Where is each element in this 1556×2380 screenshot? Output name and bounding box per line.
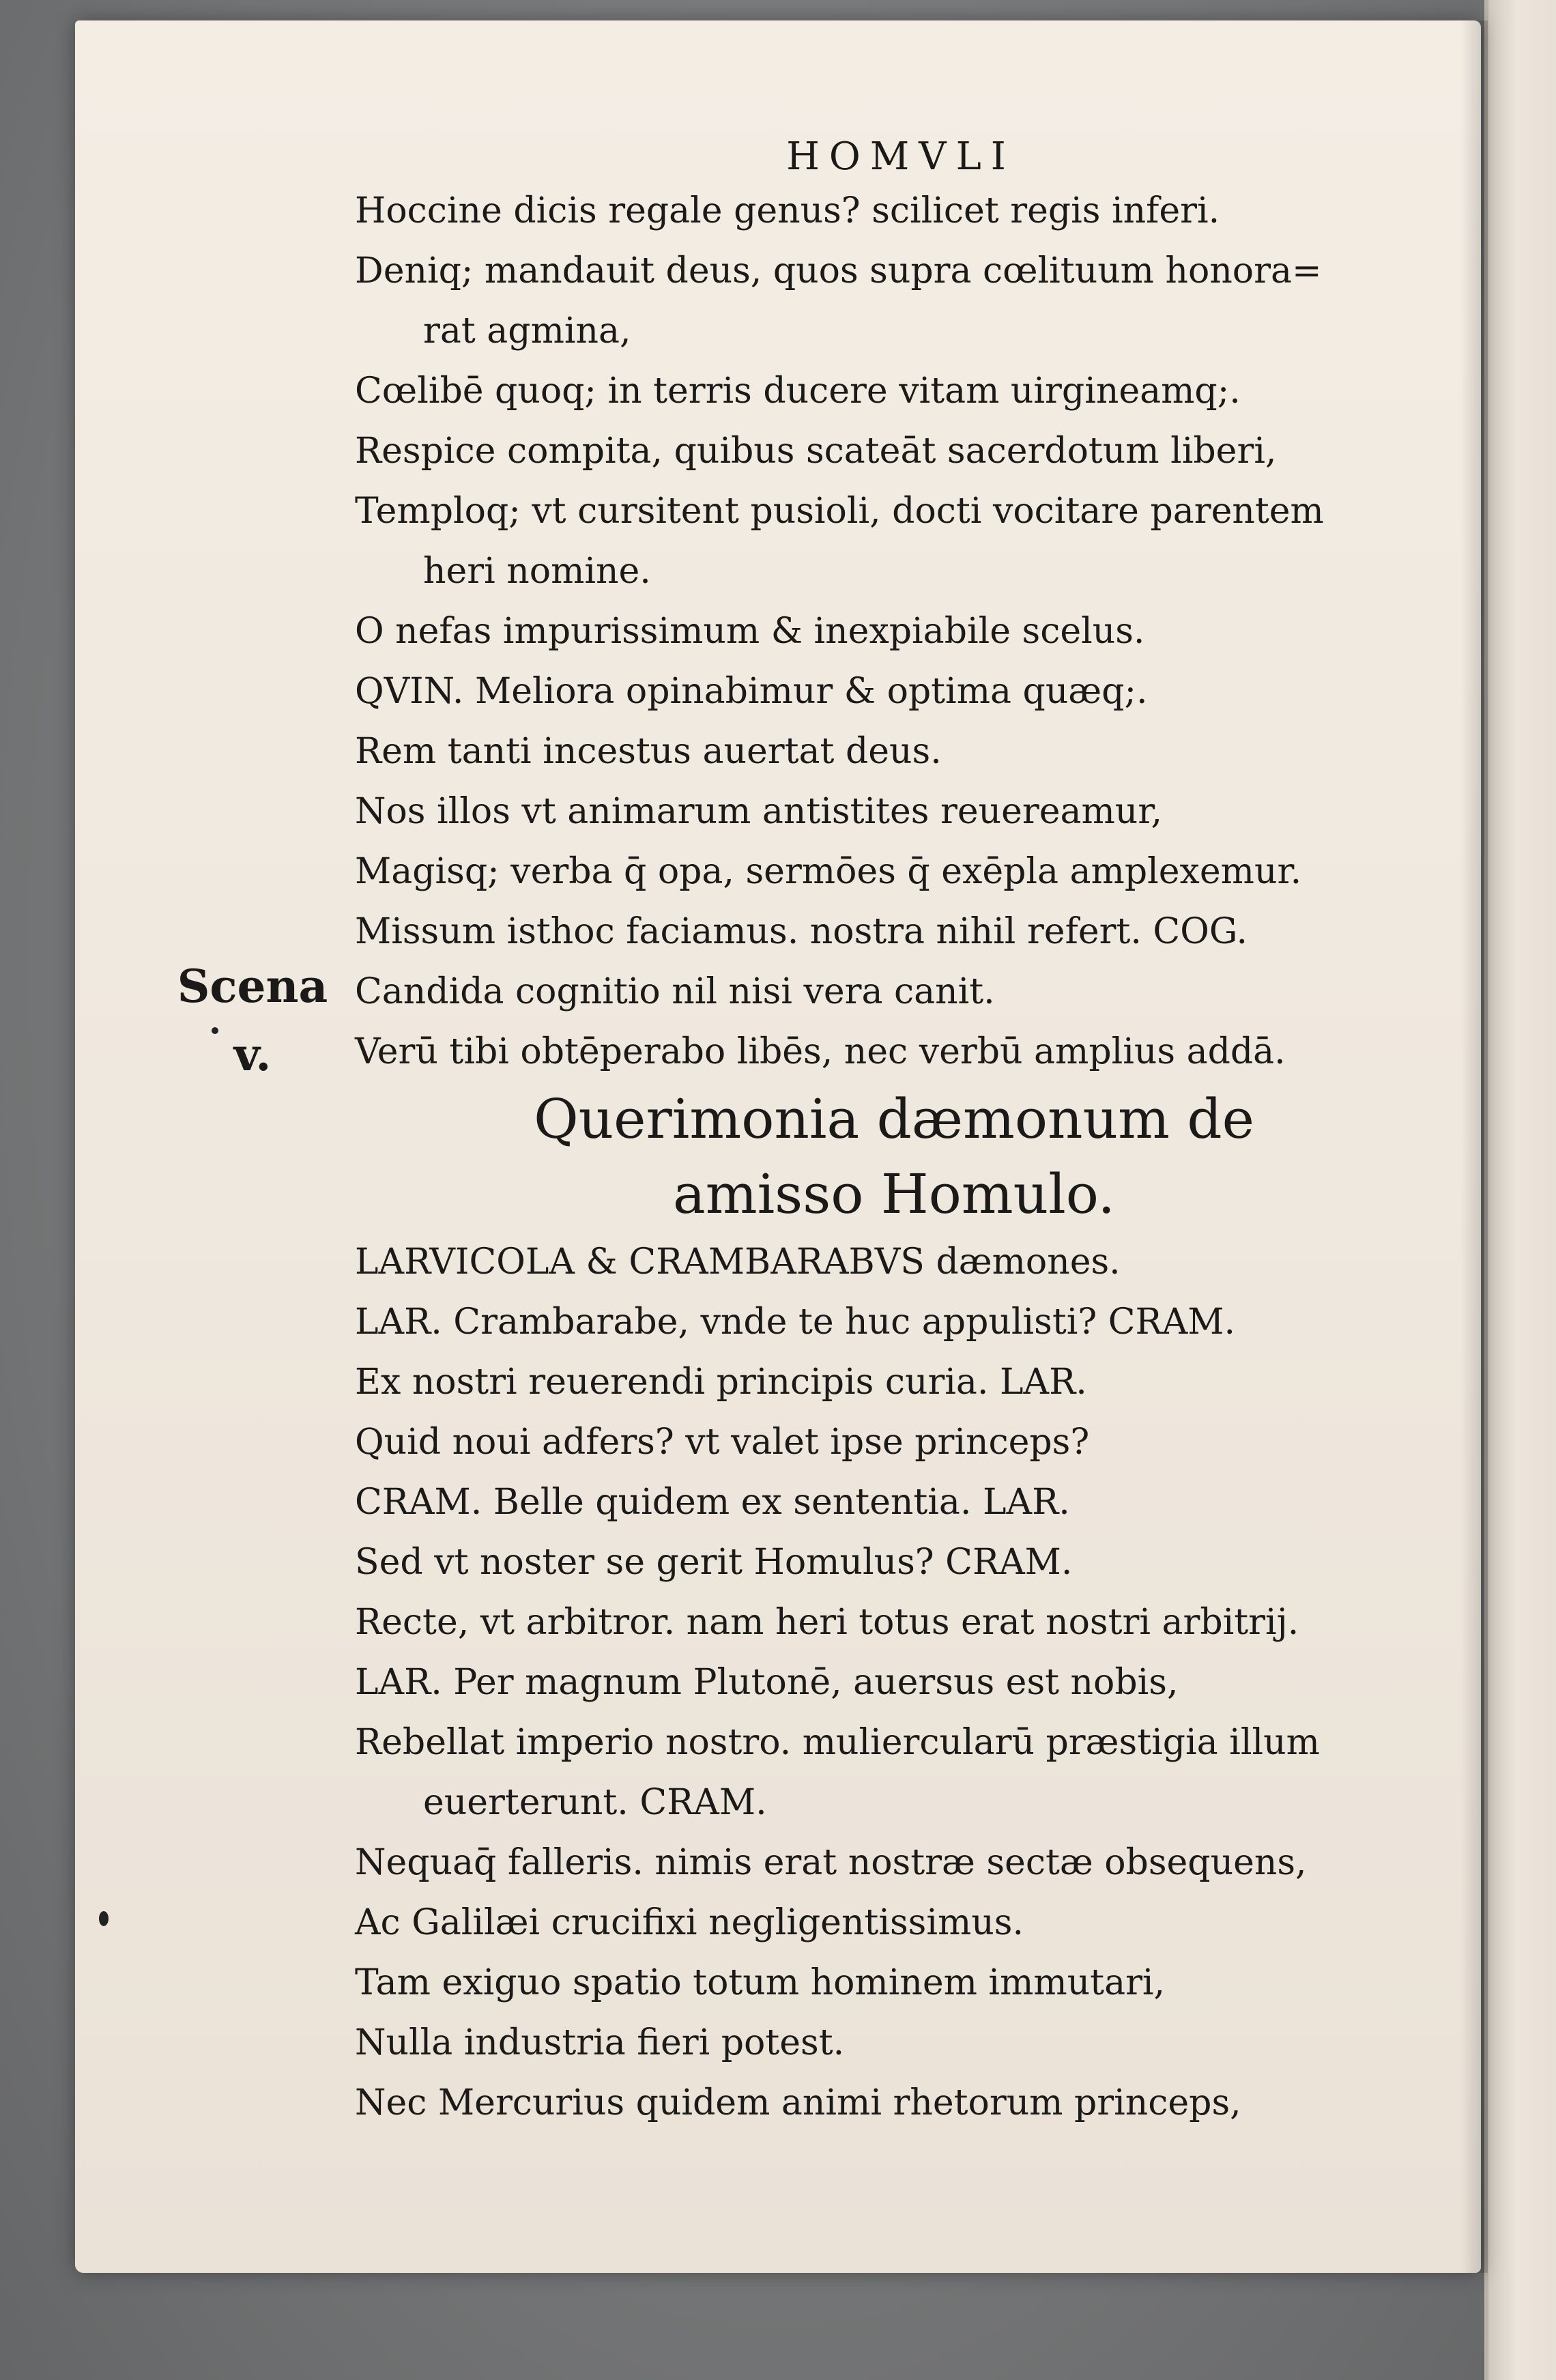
text-line: Rem tanti incestus auertat deus. [355,731,942,772]
verse-block-bottom [355,1232,1420,2133]
text-line: Quid noui adfers? vt valet ipse princeps? [355,1422,1090,1463]
gutter-shadow [1460,20,1488,2273]
text-line: LAR. Per magnum Plutonē, auersus est nobis, [355,1662,1179,1703]
text-line: Magisq; verba q̄ opa, sermōes q̄ exēpla amplexemur. [355,851,1302,892]
ink-smudge [99,1911,109,1926]
text-line: Deniq; mandauit deus, quos supra cœlituum honora= [355,250,1322,291]
text-line: Tam exiguo spatio totum hominem immutari, [355,1962,1166,2003]
scene-label [174,952,331,1089]
text-line: Respice compita, quibus scateāt sacerdotum liberi, [355,431,1277,472]
scene-heading-line-1: Querimonia dæmonum de [534,1087,1254,1151]
text-line: Temploq; vt cursitent pusioli, docti vocitare parentem [355,491,1324,532]
text-line: Sed vt noster se gerit Homulus? CRAM. [355,1542,1073,1583]
text-line: Ac Galilæi crucifixi negligentissimus. [355,1902,1024,1943]
text-line: Nequaq̄ falleris. nimis erat nostræ sectæ obsequens, [355,1842,1307,1883]
scene-heading-line-2: amisso Homulo. [673,1162,1115,1226]
text-line: Rebellat imperio nostro. muliercularū præstigia illum [355,1722,1320,1763]
text-line: Nulla industria fieri potest. [355,2022,845,2063]
text-line: heri nomine. [423,551,651,592]
text-line: Hoccine dicis regale genus? scilicet regis inferi. [355,190,1220,231]
facing-page-edge [1484,0,1556,2380]
text-line: Nos illos vt animarum antistites reuereamur, [355,791,1162,832]
text-line: Nec Mercurius quidem animi rhetorum princeps, [355,2082,1241,2123]
verse-block-top [355,181,1420,1082]
text-line: rat agmina, [423,311,631,352]
text-line: CRAM. Belle quidem ex sententia. LAR. [355,1482,1070,1523]
scene-label-word: Scena [177,960,328,1013]
text-line: Missum isthoc faciamus. nostra nihil refert. COG. [355,911,1248,952]
running-head: HOMVLI [786,134,1015,179]
text-line: euerterunt. CRAM. [423,1782,767,1823]
text-line: Cœlibē quoq; in terris ducere vitam uirgineamq;. [355,371,1241,412]
text-line: LAR. Crambarabe, vnde te huc appulisti? CRAM. [355,1302,1236,1343]
text-line: QVIN. Meliora opinabimur & optima quæq;. [355,671,1148,712]
text-block [355,133,1420,2133]
text-line: LARVICOLA & CRAMBARABVS dæmones. [355,1242,1121,1282]
text-line: O nefas impurissimum & inexpiabile scelus. [355,611,1145,652]
ink-smudge [212,1027,218,1034]
text-line: Ex nostri reuerendi principis curia. LAR. [355,1362,1087,1403]
text-line: Candida cognitio nil nisi vera canit. [355,971,995,1012]
text-line: Recte, vt arbitror. nam heri totus erat nostri arbitrij. [355,1602,1299,1643]
text-line: Verū tibi obtēperabo libēs, nec verbū amplius addā. [355,1031,1286,1072]
scene-label-number: v. [233,1028,272,1081]
